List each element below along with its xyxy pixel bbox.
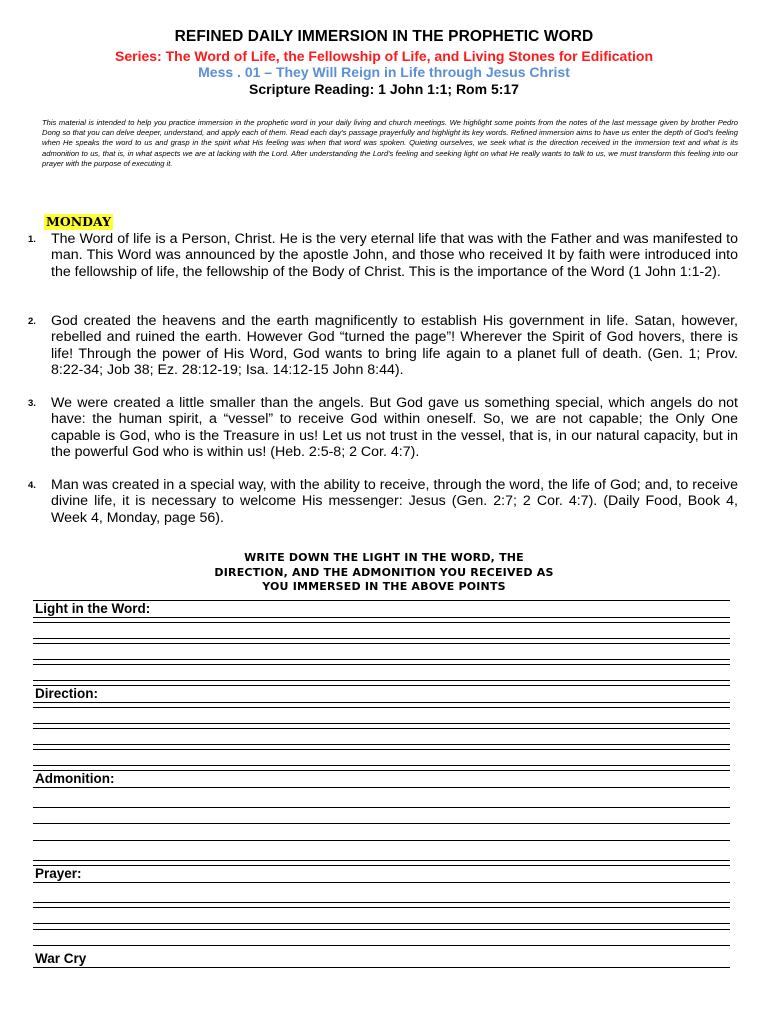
writing-line[interactable] (33, 907, 730, 908)
writing-line[interactable] (33, 860, 730, 861)
writing-line[interactable] (33, 707, 730, 708)
writing-line[interactable] (33, 617, 730, 618)
writing-line[interactable] (33, 744, 730, 745)
point-number: 4. (28, 480, 36, 491)
point-text: Man was created in a special way, with the ability to receive, through the word, the life of God; and, to receive divine life, it is necessary to welcome His messenger: Jesus (Gen. 2:7; 2 Cor. 4:7). (Daily Food, Book 4, Week 4, Monday, page 56). (51, 477, 738, 526)
prayer-label: Prayer: (35, 866, 82, 881)
writing-line[interactable] (33, 787, 730, 788)
writing-line[interactable] (33, 643, 730, 644)
message-title: Mess . 01 – They Will Reign in Life through Jesus Christ (198, 64, 570, 80)
direction-label: Direction: (35, 686, 99, 701)
writing-line[interactable] (33, 622, 730, 623)
writing-line (33, 685, 730, 686)
point-text: God created the heavens and the earth magnificently to establish His government in life. Satan, however, rebelled and ruined the earth. However God “turned the page”! Wherever the Spirit of God hovers, there is life! Through the power of His Word, God wants to bring life again to a planet full of death. (Gen. 1; Prov. 8:22-34; Job 38; Ez. 28:12-19; Isa. 14:12-15 John 8:44). (51, 313, 738, 379)
writing-line[interactable] (33, 823, 730, 824)
light-label: Light in the Word: (35, 601, 151, 616)
writing-line[interactable] (33, 967, 730, 968)
writing-line[interactable] (33, 840, 730, 841)
point-text: We were created a little smaller than the angels. But God gave us something special, which angels do not have: the human spirit, a “vessel” to receive God within oneself. So, we are not capable; the Only One capable is God, who is the Treasure in us! Let us not trust in the vessel, that is, in our natural capacity, but in the powerful God who is within us! (Heb. 2:5-8; 2 Cor. 4:7). (51, 395, 738, 461)
writing-line[interactable] (33, 902, 730, 903)
writing-line[interactable] (33, 723, 730, 724)
writing-line[interactable] (33, 929, 730, 930)
writing-line[interactable] (33, 765, 730, 766)
instruction-heading (0, 551, 768, 595)
instruction-line: DIRECTION, AND THE ADMONITION YOU RECEIVED AS (214, 565, 554, 579)
writing-line (33, 865, 730, 866)
writing-line[interactable] (33, 807, 730, 808)
point-number: 3. (28, 398, 36, 409)
writing-line[interactable] (33, 882, 730, 883)
writing-line (33, 770, 730, 771)
war-cry-label: War Cry (35, 951, 87, 966)
point-number: 1. (28, 234, 36, 245)
writing-line[interactable] (33, 638, 730, 639)
writing-line[interactable] (33, 664, 730, 665)
day-label: MONDAY (46, 214, 111, 229)
instruction-line: YOU IMMERSED IN THE ABOVE POINTS (262, 580, 506, 594)
writing-line[interactable] (33, 659, 730, 660)
instruction-line: WRITE DOWN THE LIGHT IN THE WORD, THE (244, 551, 524, 564)
admonition-label: Admonition: (35, 771, 115, 786)
point-number: 2. (28, 316, 36, 327)
writing-line[interactable] (33, 702, 730, 703)
series-subtitle: Series: The Word of Life, the Fellowship of Life, and Living Stones for Edification (115, 48, 653, 64)
writing-line[interactable] (33, 923, 730, 924)
writing-line[interactable] (33, 680, 730, 681)
scripture-reading: Scripture Reading: 1 John 1:1; Rom 5:17 (249, 81, 519, 97)
writing-line[interactable] (33, 945, 730, 946)
document-title: REFINED DAILY IMMERSION IN THE PROPHETIC WORD (174, 28, 594, 45)
point-text: The Word of life is a Person, Christ. He is the very eternal life that was with the Father and was manifested to man. This Word was announced by the apostle John, and those who received It by faith were introduced into the fellowship of life, the fellowship of the Body of Christ. This is the importance of the Word (1 John 1:1-2). (51, 231, 738, 280)
writing-line[interactable] (33, 749, 730, 750)
intro-paragraph: This material is intended to help you practice immersion in the prophetic word in your daily living and church meetings. We highlight some points from the notes of the last message given by brother Pedro Dong so that you can delve deeper, understand, and apply each of them. Read each day's passage prayerfully and highlight its key words. Refined immersion aims to have us enter the depth of God's feeling when He speaks the word to us and grasp in the spirit what His feeling was when that word was spoken. Quieting ourselves, we seek what is the direction received in the immersion text and what is its admonition to us, that is, in what aspects we are at lacking with the Lord. After understanding the Lord's feeling and seeking light on what He really wants to talk to us, we must transform this feeling into our prayer with the purpose of executing it. (42, 118, 738, 168)
writing-line[interactable] (33, 728, 730, 729)
